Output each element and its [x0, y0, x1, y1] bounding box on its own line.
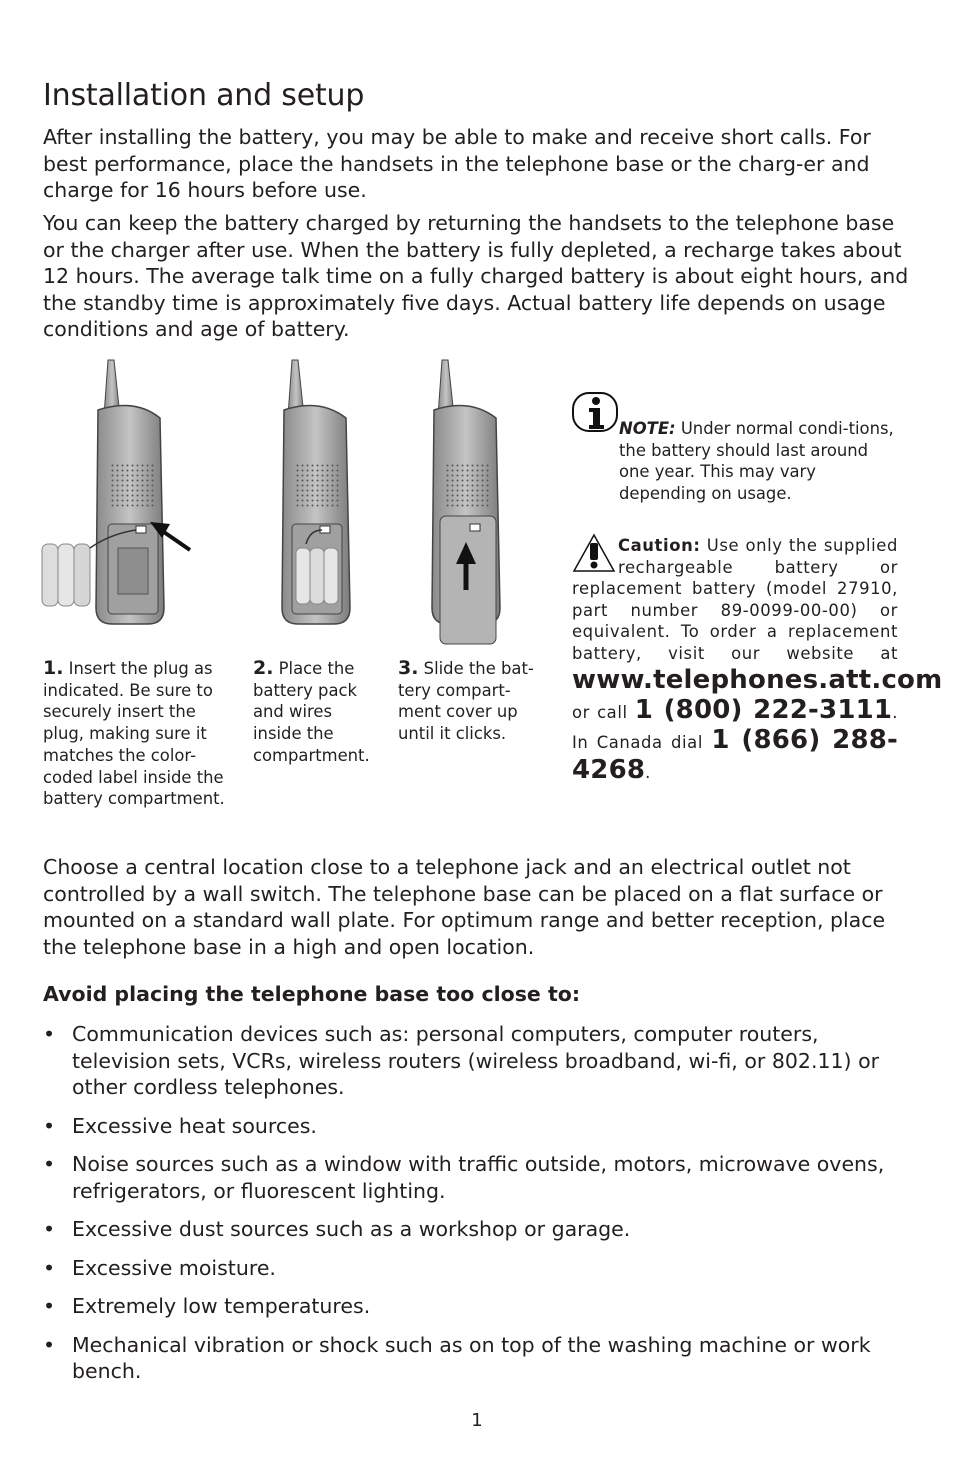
phone-canada: 1 (866) 288-4268	[572, 724, 899, 785]
info-icon	[572, 392, 618, 434]
step-1-caption	[43, 658, 228, 810]
list-item: • Mechanical vibration or shock such as on top of the washing machine or work bench.	[43, 1332, 871, 1383]
list-item: • Noise sources such as a window with traffic outside, motors, microwave ovens, refrigerators, or fluorescent lighting.	[43, 1152, 885, 1203]
canada-text: . In Canada dial	[572, 702, 899, 752]
step-number: 1.	[43, 657, 64, 679]
step-number: 2.	[253, 657, 274, 679]
bullet: •	[43, 1217, 56, 1241]
battery-pack	[42, 544, 90, 606]
handset-illustration-step-3	[430, 358, 510, 648]
caution-box	[572, 535, 943, 785]
website-link[interactable]: www.telephones.att.com	[572, 664, 943, 695]
bullet: •	[43, 1022, 56, 1046]
caution-text: Use only the supplied rechargeable battery or replacement battery (model 27910, part number 89-0099-00-00) or equivalent. To order a replacement battery, visit our website at	[572, 536, 898, 663]
note-label: NOTE:	[619, 419, 676, 438]
list-item: • Excessive moisture.	[43, 1255, 276, 1280]
list-item: • Excessive dust sources such as a workshop or garage.	[43, 1217, 631, 1241]
bullet: •	[43, 1332, 56, 1357]
bullet: •	[43, 1294, 56, 1318]
list-item: • Communication devices such as: personal computers, computer routers, television sets, VCRs, wireless routers (wireless broadband, wi-fi, or 802.11) or other cordless telephones.	[43, 1022, 880, 1099]
avoid-list	[43, 1021, 913, 1397]
list-item: • Excessive heat sources.	[43, 1113, 317, 1138]
step-text: Slide the bat-tery compart-ment cover up until it clicks.	[398, 659, 534, 744]
warning-icon	[572, 533, 616, 573]
note-body: Under normal condi-tions, the battery should last around one year. This may vary depending on usage.	[619, 419, 894, 504]
handset-illustration-step-2	[280, 358, 360, 628]
handset-illustration-step-1	[40, 358, 200, 628]
bullet: •	[43, 1152, 56, 1176]
location-paragraph: Choose a central location close to a telephone jack and an electrical outlet not controlled by a wall switch. The telephone base can be placed on a flat surface or mounted on a standard wall plate. For optimum range and better reception, place the telephone base in a high and open location.	[43, 855, 886, 959]
step-number: 3.	[398, 657, 419, 679]
page-title: Installation and setup	[43, 78, 365, 113]
step-text: Place the battery pack and wires inside the compartment.	[253, 659, 370, 765]
page-number: 1	[471, 1410, 483, 1431]
avoid-heading: Avoid placing the telephone base too close to:	[43, 982, 581, 1006]
step-text: Insert the plug as indicated. Be sure to securely insert the plug, making sure it matches the color-coded label inside the battery compartment.	[43, 659, 225, 809]
step-3-caption	[398, 658, 548, 745]
intro-paragraph: After installing the battery, you may be able to make and receive short calls. For best performance, place the handsets in the telephone base or the charg-er and charge for 16 hours before use.	[43, 125, 871, 202]
charging-paragraph: You can keep the battery charged by returning the handsets to the telephone base or the charger after use. When the battery is fully depleted, a recharge takes about 12 hours. The average talk time on a fully charged battery is about eight hours, and the standby time is approximately five days. Actual battery life depends on usage conditions and age of battery.	[43, 211, 909, 341]
or-call-text: or call	[572, 702, 628, 722]
note-text	[619, 418, 899, 505]
phone-us: 1 (800) 222-3111	[634, 694, 893, 725]
step-2-caption	[253, 658, 378, 767]
caution-label: Caution:	[618, 536, 701, 555]
bullet: •	[43, 1255, 56, 1280]
bullet: •	[43, 1113, 56, 1138]
caution-end: .	[645, 762, 651, 782]
list-item: • Extremely low temperatures.	[43, 1294, 371, 1318]
